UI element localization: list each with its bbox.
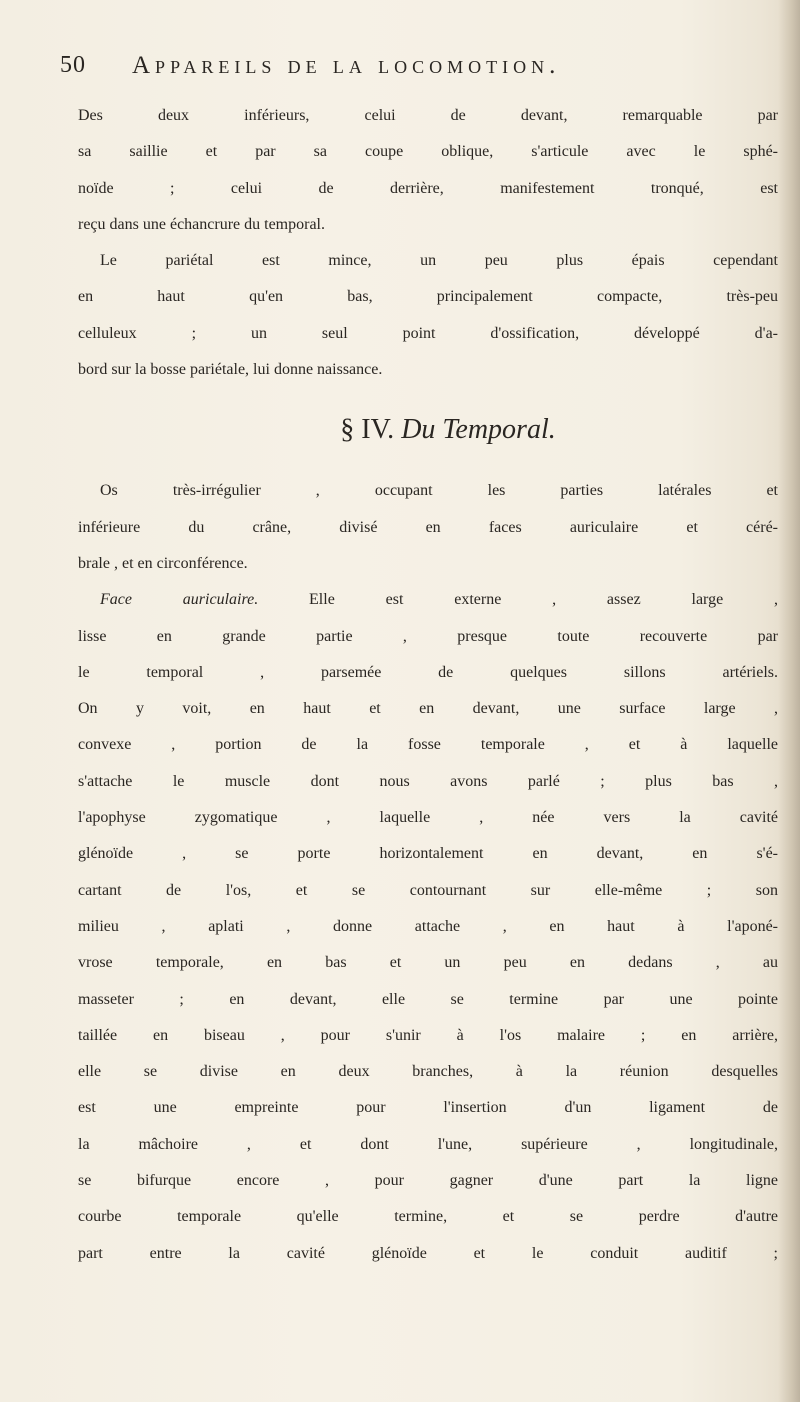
text-line: Des deux inférieurs, celui de devant, remarquable par — [78, 107, 778, 124]
text-line: le temporal , parsemée de quelques sillons artériels. — [78, 663, 778, 681]
text-line: On y voit, en haut et en devant, une surface large , — [78, 700, 778, 718]
paragraph-2 — [78, 243, 778, 388]
section-heading — [78, 413, 778, 447]
face-auriculaire-label: Face auriculaire. — [100, 591, 259, 609]
running-head: Appareils de la locomotion. — [132, 52, 561, 79]
paragraph-1 — [78, 98, 778, 243]
text-line: reçu dans une échancrure du temporal. — [78, 215, 325, 233]
section-number: § IV. — [340, 414, 395, 446]
text-line: convexe , portion de la fosse temporale , et à laquelle — [78, 736, 778, 754]
text-line: sa saillie et par sa coupe oblique, s'articule avec le sphé- — [78, 143, 778, 161]
text-line: elle se divise en deux branches, à la réunion desquelles — [78, 1063, 778, 1081]
page-number: 50 — [60, 52, 86, 78]
text-line: bord sur la bosse pariétale, lui donne naissance. — [78, 361, 383, 379]
text-line: taillée en biseau , pour s'unir à l'os malaire ; en arrière, — [78, 1026, 778, 1044]
text-line: Os très-irrégulier , occupant les parties latérales et — [100, 482, 778, 500]
text-line: est une empreinte pour l'insertion d'un ligament de — [78, 1099, 778, 1117]
text-line: celluleux ; un seul point d'ossification, développé d'a- — [78, 324, 778, 342]
text-line: en haut qu'en bas, principalement compacte, très-peu — [78, 288, 778, 306]
text-line — [78, 582, 778, 618]
text-line: s'attache le muscle dont nous avons parlé ; plus bas , — [78, 772, 778, 790]
text-line: courbe temporale qu'elle termine, et se perdre d'autre — [78, 1208, 778, 1226]
section-title: Du Temporal. — [401, 414, 556, 446]
text-line: vrose temporale, en bas et un peu en dedans , au — [78, 954, 778, 972]
text-line: noïde ; celui de derrière, manifestement tronqué, est — [78, 179, 778, 197]
paragraph-4 — [78, 582, 778, 1272]
body-text — [78, 98, 778, 1272]
text-line: glénoïde , se porte horizontalement en devant, en s'é- — [78, 845, 778, 863]
text-line: part entre la cavité glénoïde et le conduit auditif ; — [78, 1244, 778, 1262]
text-line: cartant de l'os, et se contournant sur elle-même ; son — [78, 881, 778, 899]
text-line: Le pariétal est mince, un peu plus épais cependant — [100, 252, 778, 270]
text-line: se bifurque encore , pour gagner d'une part la ligne — [78, 1172, 778, 1190]
text-line: la mâchoire , et dont l'une, supérieure , longitudinale, — [78, 1135, 778, 1153]
page-gutter-shadow — [778, 0, 800, 1402]
text-line: milieu , aplati , donne attache , en haut à l'aponé- — [78, 917, 778, 935]
text-fragment: Elle est externe , assez large , — [309, 591, 779, 609]
text-line: brale , et en circonférence. — [78, 554, 248, 572]
text-line: masseter ; en devant, elle se termine par une pointe — [78, 990, 778, 1008]
text-line: inférieure du crâne, divisé en faces auriculaire et céré- — [78, 518, 778, 536]
paragraph-3 — [78, 473, 778, 582]
text-line: lisse en grande partie , presque toute recouverte par — [78, 627, 778, 645]
text-line: l'apophyse zygomatique , laquelle , née vers la cavité — [78, 809, 778, 827]
page-header — [0, 0, 800, 90]
